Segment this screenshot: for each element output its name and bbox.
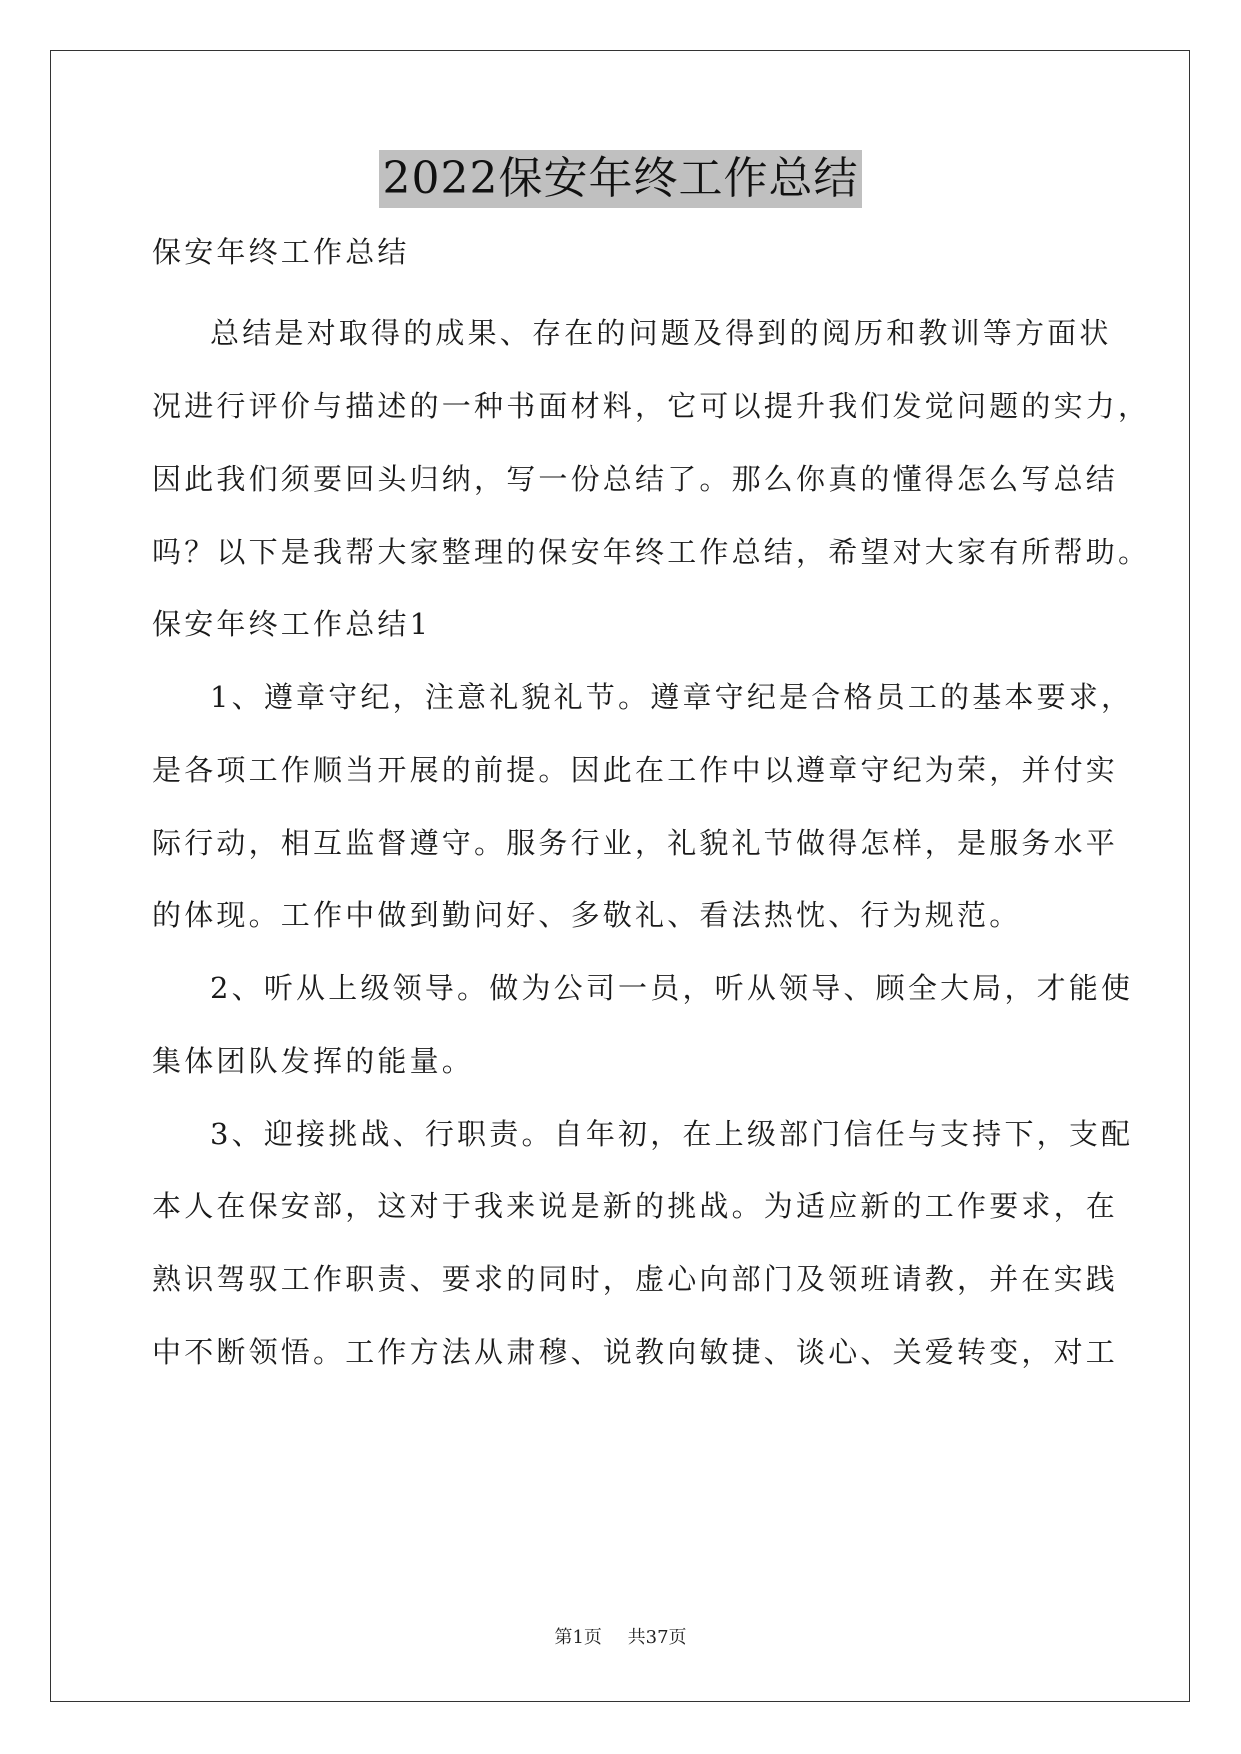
page-footer: [0, 1626, 1241, 1650]
text-line: 是各项工作顺当开展的前提。因此在工作中以遵章守纪为荣，并付实: [152, 753, 1119, 787]
text-line: 2、听从上级领导。做为公司一员，听从领导、顾全大局，才能使: [210, 971, 1134, 1005]
text-line: 中不断领悟。工作方法从肃穆、说教向敏捷、谈心、关爱转变，对工: [152, 1335, 1119, 1369]
text-line: 因此我们须要回头归纳，写一份总结了。那么你真的懂得怎么写总结: [152, 462, 1119, 496]
page-total: 共37页: [627, 1627, 687, 1648]
section-heading: 保安年终工作总结1: [152, 607, 432, 641]
page-number: 第1页: [554, 1627, 602, 1648]
title-container: [0, 150, 1241, 208]
text-line: 况进行评价与描述的一种书面材料，它可以提升我们发觉问题的实力，: [152, 389, 1151, 423]
text-line: 1、遵章守纪，注意礼貌礼节。遵章守纪是合格员工的基本要求，: [210, 680, 1134, 714]
text-line: 本人在保安部，这对于我来说是新的挑战。为适应新的工作要求，在: [152, 1189, 1119, 1223]
text-line: 3、迎接挑战、行职责。自年初，在上级部门信任与支持下，支配: [210, 1117, 1134, 1151]
text-line: 集体团队发挥的能量。: [152, 1044, 475, 1078]
text-line: 吗？以下是我帮大家整理的保安年终工作总结，希望对大家有所帮助。: [152, 535, 1151, 569]
section-heading: 保安年终工作总结: [152, 235, 410, 269]
page-frame: [50, 50, 1190, 1702]
document-title: 2022保安年终工作总结: [379, 150, 863, 208]
text-line: 熟识驾驭工作职责、要求的同时，虚心向部门及领班请教，并在实践: [152, 1262, 1119, 1296]
text-line: 的体现。工作中做到勤问好、多敬礼、看法热忱、行为规范。: [152, 898, 1022, 932]
text-line: 总结是对取得的成果、存在的问题及得到的阅历和教训等方面状: [210, 316, 1112, 350]
text-line: 际行动，相互监督遵守。服务行业，礼貌礼节做得怎样，是服务水平: [152, 826, 1119, 860]
